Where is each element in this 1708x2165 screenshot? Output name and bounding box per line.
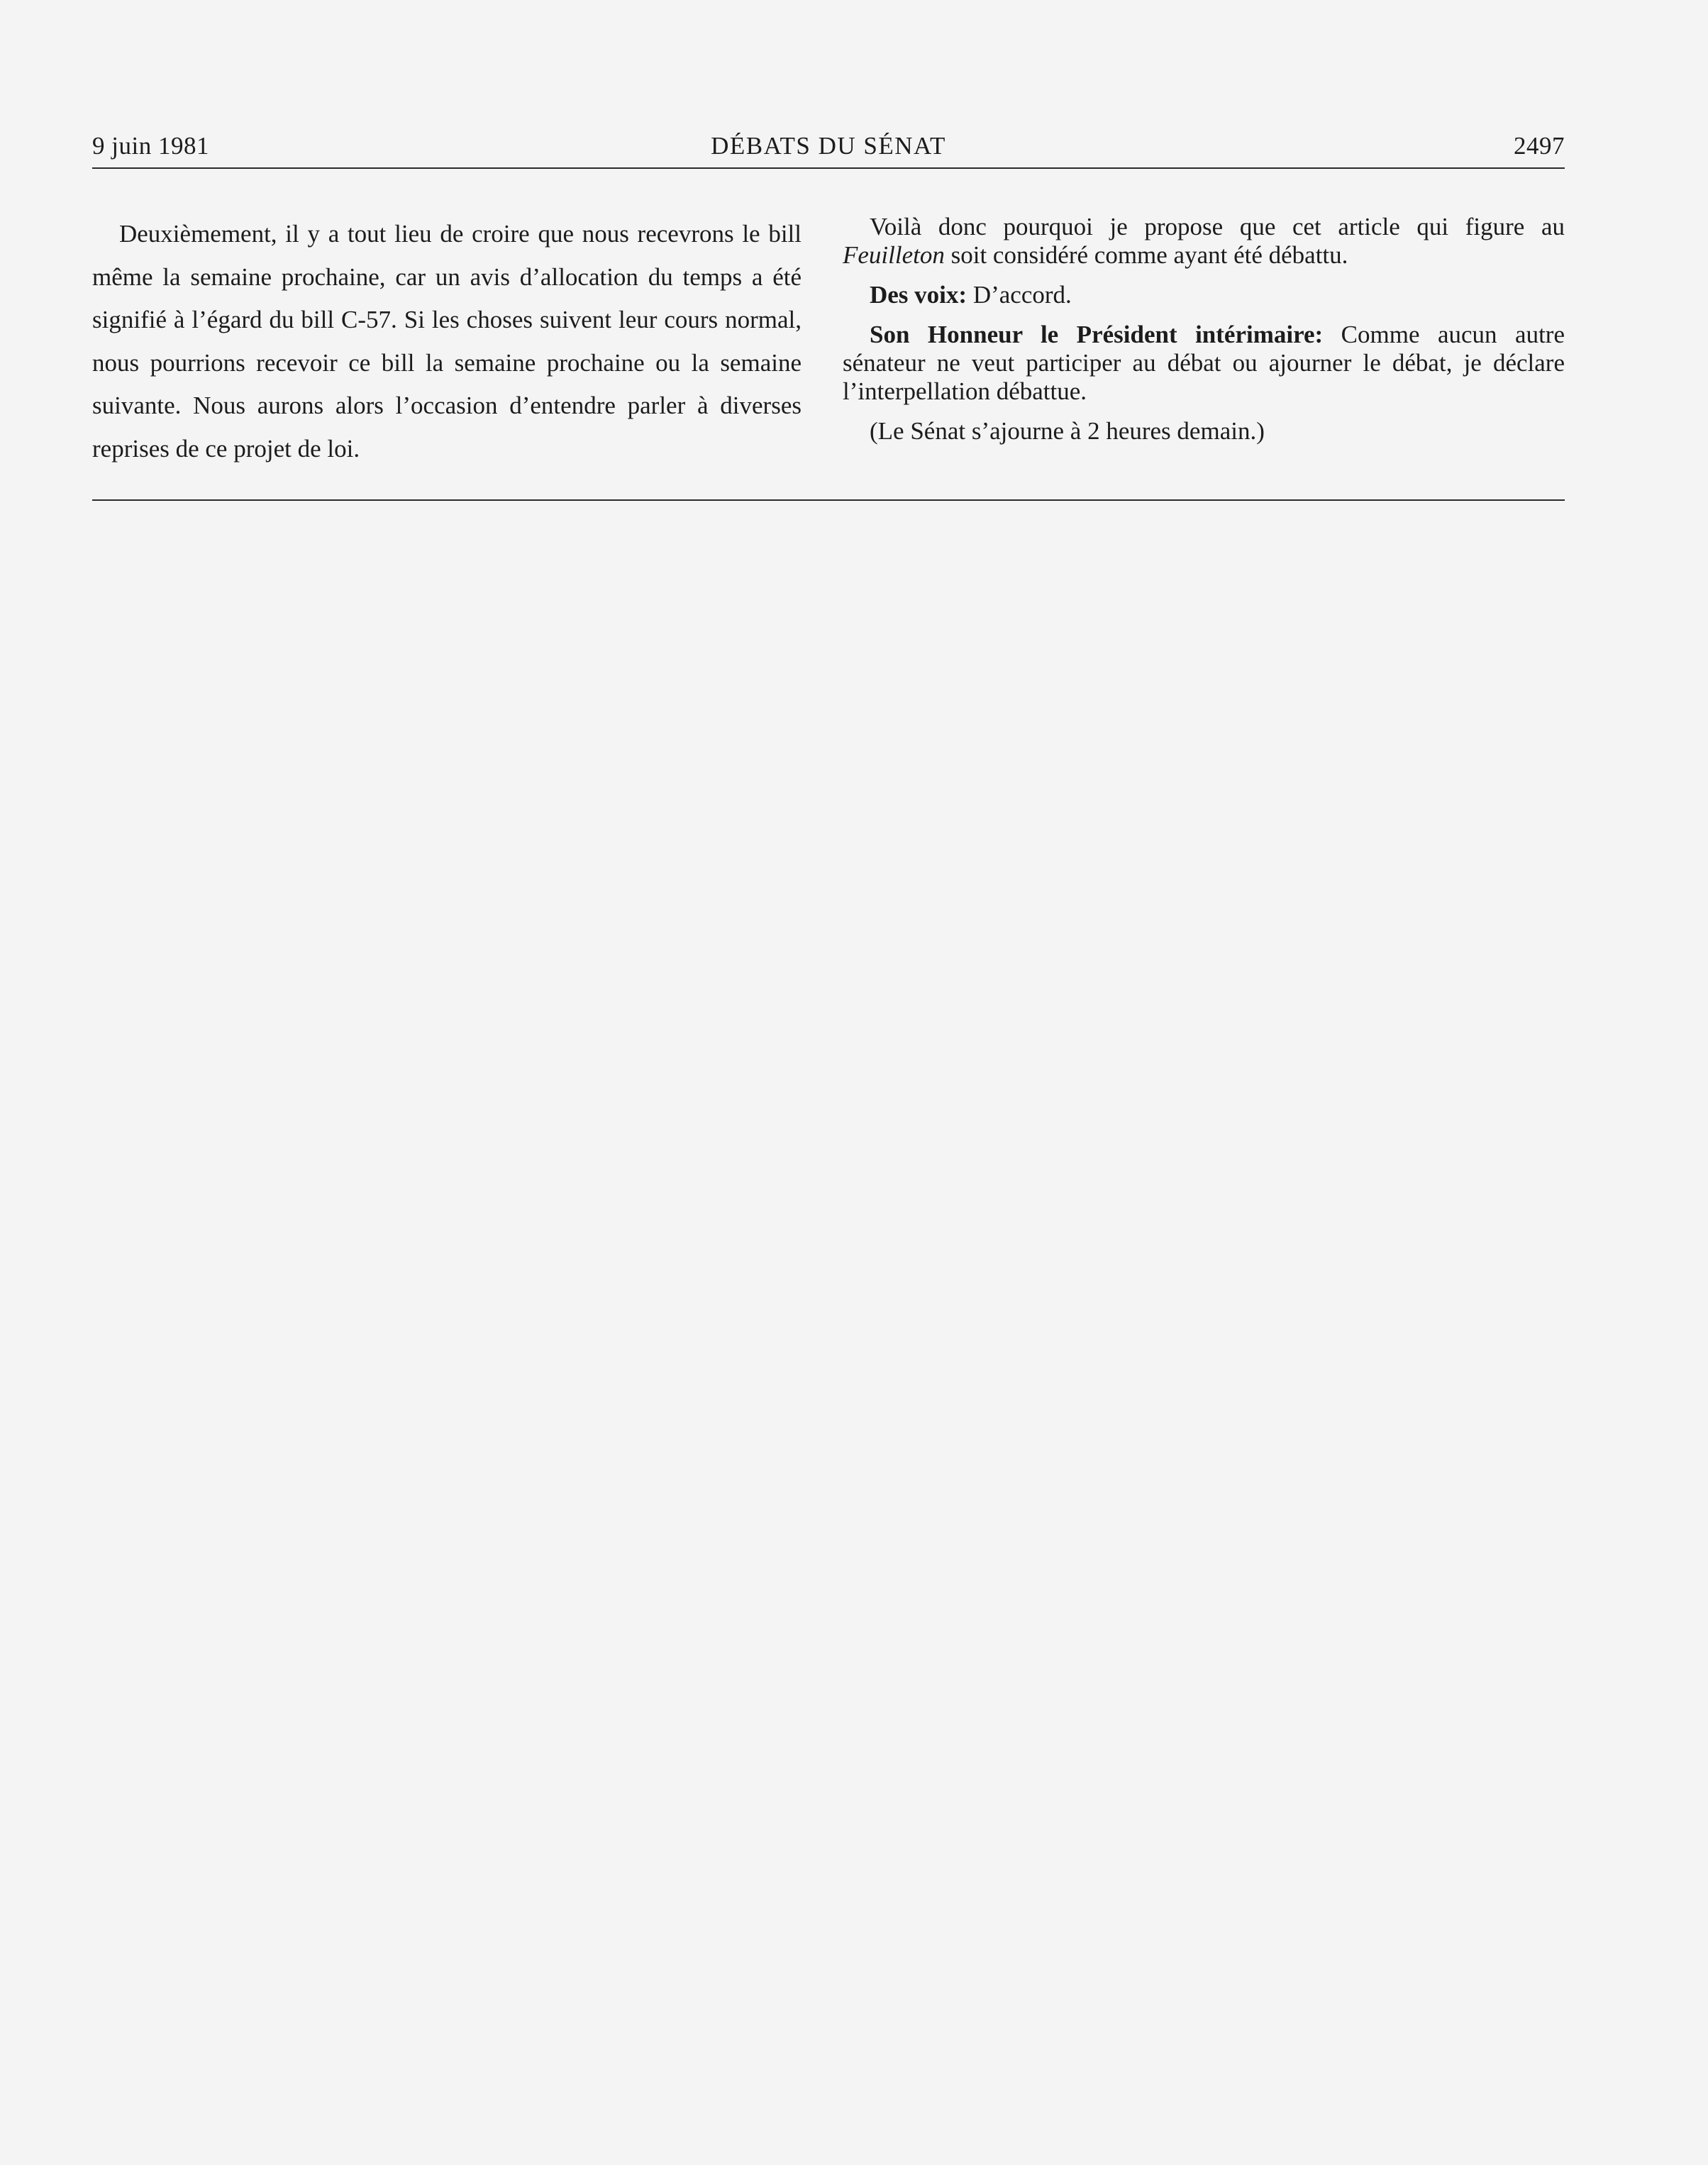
header-date: 9 juin 1981: [92, 132, 209, 160]
motion-text-end: soit considéré comme ayant été débattu.: [944, 241, 1348, 269]
voices-paragraph: [843, 281, 1565, 309]
left-column: [92, 213, 802, 470]
section-end-rule: [92, 499, 1565, 501]
voices-speaker: Des voix:: [870, 281, 967, 309]
feuilleton-italic: Feuilleton: [843, 241, 945, 269]
acting-speaker-text: Comme aucun autre sénateur ne veut participer au débat ou ajourner le débat, je déclare l’interpellation débattue.: [843, 321, 1565, 405]
motion-paragraph: [843, 213, 1565, 270]
page-number: 2497: [1514, 132, 1565, 160]
left-paragraph: Deuxièmement, il y a tout lieu de croire que nous recevrons le bill même la semaine prochaine, car un avis d’allocation du temps a été signifié à l’égard du bill C-57. Si les choses suivent leur cours normal, nous pourrions recevoir ce bill la semaine prochaine ou la semaine suivante. Nous aurons alors l’occasion d’entendre parler à diverses reprises de ce projet de loi.: [92, 220, 802, 463]
motion-text-start: Voilà donc pourquoi je propose que cet article qui figure au: [870, 213, 1565, 240]
acting-speaker-name: Son Honneur le Président intérimaire:: [870, 321, 1324, 348]
page-header: [92, 128, 1565, 169]
speaker-paragraph: [843, 321, 1565, 406]
voices-text: D’accord.: [967, 281, 1072, 309]
adjournment-paragraph: (Le Sénat s’ajourne à 2 heures demain.): [870, 417, 1265, 445]
header-title: DÉBATS DU SÉNAT: [711, 132, 946, 160]
right-column: [843, 213, 1565, 457]
